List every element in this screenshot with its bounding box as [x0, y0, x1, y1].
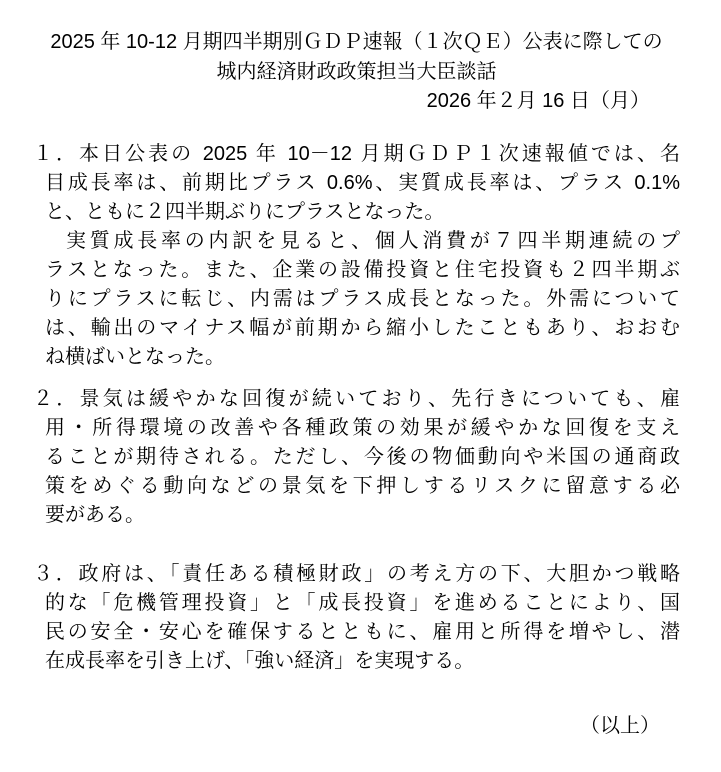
- text-line: 在成長率を引き上げ、「強い経済」を実現する。: [45, 650, 475, 672]
- text-line: ね横ばいとなった。: [45, 346, 225, 368]
- document-body: [0, 140, 721, 676]
- text-line: ラスとなった。また、企業の設備投資と住宅投資も２四半期ぶ: [45, 259, 680, 281]
- paragraph-3: [0, 560, 721, 676]
- text-line: ３．政府は、「責任ある積極財政」の考え方の下、大胆かつ戦略: [33, 563, 680, 585]
- text-line: 用・所得環境の改善や各種政策の効果が緩やかな回復を支え: [45, 417, 680, 439]
- text-line: ることが期待される。ただし、今後の物価動向や米国の通商政: [45, 446, 680, 468]
- text-line: 実質成長率の内訳を見ると、個人消費が７四半期連続のプ: [66, 230, 680, 252]
- text-line: 策をめぐる動向などの景気を下押しするリスクに留意する必: [45, 475, 680, 497]
- document-date: 2026 年２月 16 日（月）: [426, 90, 650, 112]
- text-line: １．本日公表の 2025 年 10－12 月期ＧＤＰ１次速報値では、名: [33, 143, 680, 165]
- paragraph-1: [0, 140, 721, 372]
- text-line: 的な「危機管理投資」と「成長投資」を進めることにより、国: [45, 592, 680, 614]
- text-line: 要がある。: [45, 504, 145, 526]
- text-line: ２．景気は緩やかな回復が続いており、先行きについても、雇: [33, 388, 680, 410]
- text-line: りにプラスに転じ、内需はプラス成長となった。外需について: [45, 288, 680, 310]
- paragraph-2: [0, 385, 721, 530]
- text-line: は、輸出のマイナス幅が前期から縮小したこともあり、おおむ: [45, 317, 680, 339]
- closing-note: （以上）: [580, 715, 660, 737]
- text-line: と、ともに２四半期ぶりにプラスとなった。: [45, 201, 445, 223]
- document-title-line1: 2025 年 10-12 月期四半期別ＧＤＰ速報（１次ＱＥ）公表に際しての: [50, 31, 663, 53]
- document-title-line2: 城内経済財政政策担当大臣談話: [216, 61, 497, 83]
- text-line: 民の安全・安心を確保するとともに、雇用と所得を増やし、潜: [45, 621, 680, 643]
- text-line: 目成長率は、前期比プラス 0.6%、実質成長率は、プラス 0.1%: [45, 172, 680, 194]
